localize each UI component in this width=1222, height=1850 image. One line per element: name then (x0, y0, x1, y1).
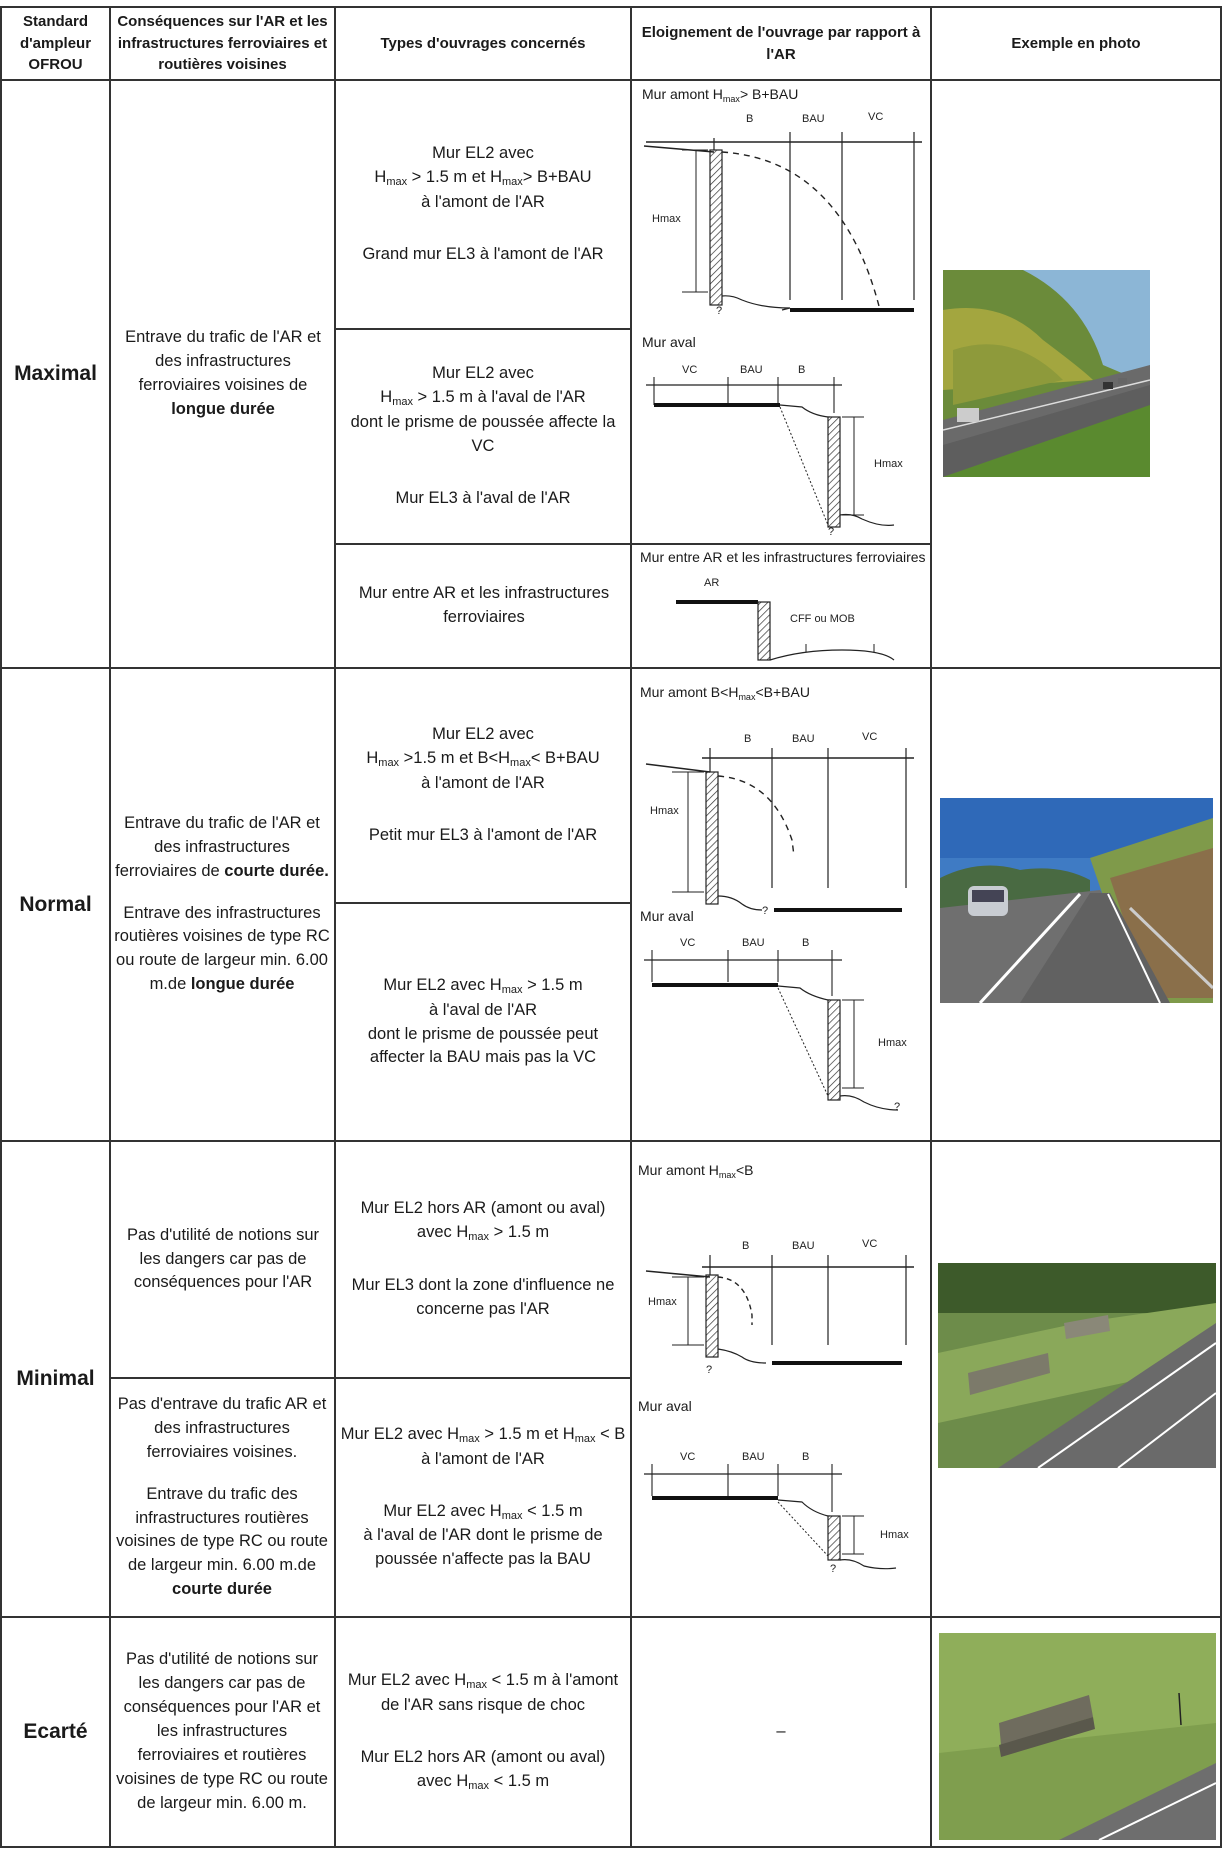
diagram-maximal-ferroviaire (632, 568, 932, 668)
label-hmax: Hmax (878, 1037, 907, 1049)
label-bau: BAU (792, 733, 815, 745)
svg-text:?: ? (828, 526, 835, 538)
types-maximal-amont: Mur EL2 avec $H_{max} > 1.5$ m et $H_{max}> B+BAU$ à l'amont de l'AR Grand mur EL3 à l'amont de l'AR (362, 144, 604, 263)
label-b: B (802, 1451, 810, 1463)
label-ar: AR (704, 577, 720, 589)
diagram-maximal-aval (632, 355, 932, 538)
types-ecarte: Mur EL2 avec $H_{max} < 1.5$ m à l'amont de l'AR sans risque de choc Mur EL2 hors AR (amont ou aval) avec $H_{max} < 1.5$ m (347, 1671, 619, 1792)
label-bau: BAU (792, 1240, 815, 1252)
label-bau: BAU (802, 113, 825, 125)
col-line-2 (109, 6, 111, 1848)
standard-maximal: Maximal (14, 362, 97, 385)
col-line-3 (334, 6, 336, 1848)
standard-normal: Normal (19, 892, 92, 916)
label-hmax: Hmax (648, 1296, 677, 1308)
label-vc: VC (680, 1451, 696, 1463)
label-vc: VC (862, 731, 878, 743)
types-maximal-ferroviaire: Mur entre AR et les infrastructures ferroviaires (358, 584, 610, 626)
label-b: B (744, 733, 752, 745)
label-vc: VC (862, 1238, 878, 1250)
label-hmax: Hmax (880, 1529, 909, 1541)
photo-normal (940, 798, 1213, 1003)
types-normal-aval: Mur EL2 avec $H_{max} > 1.5$ m à l'aval de l'AR dont le prisme de poussée peut affecter la BAU mais pas la VC (367, 975, 599, 1067)
svg-text:?: ? (716, 305, 723, 317)
photo-ecarte (939, 1633, 1216, 1840)
header-consequences: Conséquences sur l'AR et les infrastructures ferroviaires et routières voisines (117, 12, 328, 74)
svg-text:?: ? (894, 1101, 901, 1113)
label-b: B (802, 937, 810, 949)
diagram-title-normal-amont: Mur amont $B<H_{max}<B+BAU$ (640, 684, 810, 702)
consequence-ecarte: Pas d'utilité de notions sur les dangers car pas de conséquences pour l'AR et les infrastructures ferroviaires et routières voisines de type RC ou route de largeur min. 6.00 m. (116, 1650, 328, 1812)
label-bau: BAU (740, 364, 763, 376)
svg-text:?: ? (830, 1563, 837, 1575)
diagram-maximal-amont (632, 100, 932, 320)
header-standard: Standard d'ampleur OFROU (19, 12, 92, 74)
diagram-minimal-aval (632, 1440, 932, 1610)
photo-maximal (943, 270, 1150, 477)
photo-minimal (938, 1263, 1216, 1468)
diagram-title-maximal-ferroviaire: Mur entre AR et les infrastructures ferroviaires (640, 549, 926, 565)
diagram-title-minimal-amont: Mur amont $H_{max}<B$ (638, 1162, 754, 1180)
label-bau: BAU (742, 1451, 765, 1463)
types-minimal-2: Mur EL2 avec $H_{max} > 1.5$ m et $H_{max} < B$ à l'amont de l'AR Mur EL2 avec $H_{max} < 1.5$ m à l'aval de l'AR dont le prisme de poussée n'affecte pas la BAU (340, 1424, 626, 1569)
label-hmax: Hmax (874, 458, 903, 470)
table-border-bottom (0, 1846, 1222, 1848)
header-eloignement: Eloignement de l'ouvrage par rapport à l'AR (641, 23, 921, 63)
standard-minimal: Minimal (16, 1367, 95, 1390)
label-b: B (742, 1240, 750, 1252)
types-minimal-1: Mur EL2 hors AR (amont ou aval) avec $H_{max} > 1.5$ m Mur EL3 dont la zone d'influence ne concerne pas l'AR (351, 1199, 615, 1318)
diagram-title-maximal-aval: Mur aval (642, 334, 696, 350)
consequence-normal: Entrave du trafic de l'AR et des infrastructures ferroviaires de courte durée. Entrave des infrastructures routières voisines de type RC ou route de largeur min. 6.00 m.de longue durée (114, 813, 330, 994)
label-cff: CFF ou MOB (790, 613, 855, 625)
label-vc: VC (868, 111, 884, 123)
types-normal-amont: Mur EL2 avec $H_{max} >1.5$ m et $B<H_{max}< B+BAU$ à l'amont de l'AR Petit mur EL3 à l'amont de l'AR (366, 725, 600, 844)
standard-ecarte: Ecarté (23, 1720, 88, 1743)
diagram-title-normal-aval: Mur aval (640, 908, 694, 924)
diagram-minimal-amont (632, 1225, 932, 1395)
diagram-title-minimal-aval: Mur aval (638, 1398, 692, 1414)
label-hmax: Hmax (652, 213, 681, 225)
consequence-minimal-2: Pas d'entrave du trafic AR et des infrastructures ferroviaires voisines. Entrave du trafic des infrastructures routières voisines de type RC ou route de largeur min. 6.00 m.de courte durée (116, 1394, 328, 1599)
diagram-normal-aval (632, 930, 932, 1130)
consequence-minimal-1: Pas d'utilité de notions sur les dangers car pas de conséquences pour l'AR (126, 1225, 320, 1292)
diagram-ecarte-empty: – (776, 1722, 786, 1741)
header-photo: Exemple en photo (1011, 34, 1141, 52)
label-vc: VC (682, 364, 698, 376)
types-maximal-aval: Mur EL2 avec $H_{max} > 1.5$ m à l'aval de l'AR dont le prisme de poussée affecte la VC Mur EL3 à l'aval de l'AR (350, 364, 616, 507)
diagram-title-maximal-amont: Mur amont $H_{max}> B+BAU$ (642, 86, 799, 104)
label-vc: VC (680, 937, 696, 949)
label-b: B (798, 364, 806, 376)
label-b: B (746, 113, 754, 125)
consequence-maximal: Entrave du trafic de l'AR et des infrastructures ferroviaires voisines de longue durée (125, 328, 321, 418)
diagram-normal-amont (632, 720, 932, 920)
label-bau: BAU (742, 937, 765, 949)
svg-text:?: ? (706, 1364, 713, 1376)
svg-text:?: ? (762, 905, 769, 917)
label-hmax: Hmax (650, 805, 679, 817)
header-types: Types d'ouvrages concernés (380, 34, 586, 52)
